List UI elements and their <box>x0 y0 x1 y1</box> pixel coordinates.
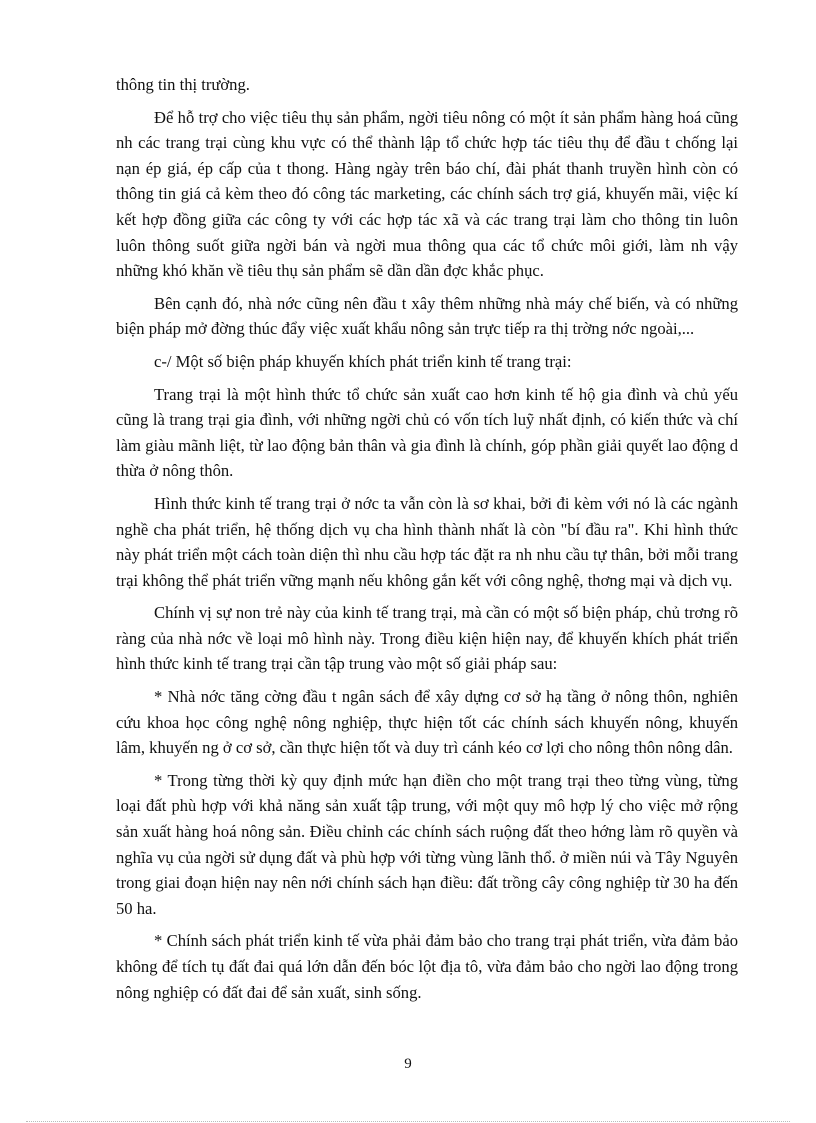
paragraph-farm-definition: Trang trại là một hình thức tổ chức sản xuất cao hơn kinh tế hộ gia đình và chủ yếu cũng là trang trại gia đình, với những ngời chủ có vốn tích luỹ nhất định, có kiến thức và chí làm giàu mãnh liệt, từ lao động bản thân và gia đình là chính, góp phần giải quyết lao động d thừa ở nông thôn. <box>116 384 738 481</box>
bullet-development-policy: * Chính sách phát triển kinh tế vừa phải đảm bảo cho trang trại phát triển, vừa đảm bảo không để tích tụ đất đai quá lớn dẫn đến bóc lột địa tô, vừa đảm bảo cho ngời lao động trong nông nghiệp có đất đai để sản xuất, sinh sống. <box>116 931 738 1002</box>
page-bottom-divider <box>26 1121 790 1122</box>
bullet-land-limits: * Trong từng thời kỳ quy định mức hạn điền cho một trang trại theo từng vùng, từng loại đất phù hợp với khả năng sản xuất tập trung, với một quy mô hợp lý cho việc mở rộng sản xuất hàng hoá nông sản. Điều chỉnh các chính sách ruộng đất theo hớng làm rõ quyền và nghĩa vụ của ngời sử dụng đất và phù hợp với từng vùng lãnh thổ. ở miền núi và Tây Nguyên trong giai đoạn hiện nay nên nới chính sách hạn điều: đất trồng cây công nghiệp từ 30 ha đến 50 ha. <box>116 770 738 918</box>
paragraph-state-investment: Bên cạnh đó, nhà nớc cũng nên đầu t xây thêm những nhà máy chế biến, và có những biện pháp mở đờng thúc đẩy việc xuất khẩu nông sản trực tiếp ra thị trờng nớc ngoài,... <box>116 293 738 339</box>
paragraph-product-consumption: Để hỗ trợ cho việc tiêu thụ sản phẩm, ngời tiêu nông có một ít sản phẩm hàng hoá cũng nh các trang trại cùng khu vực có thể thành lập tổ chức hợp tác tiêu thụ để đầu t chống lại nạn ép giá, ép cấp của t thong. Hàng ngày trên báo chí, đài phát thanh truyền hình còn có thông tin giá cả kèm theo đó công tác marketing, các chính sách trợ giá, khuyến mãi, việc kí kết hợp đồng giữa các công ty với các hợp tác xã và các trang trại làm cho thông tin luôn luôn thông suốt giữa ngời bán và ngời mua thông qua các tổ chức môi giới, làm nh vậy những khó khăn về tiêu thụ sản phẩm sẽ dần dần đợc khắc phục. <box>116 107 738 281</box>
paragraph-continuation: thông tin thị trường. <box>116 75 250 94</box>
paragraph-farm-early-stage: Hình thức kinh tế trang trại ở nớc ta vẫn còn là sơ khai, bởi đi kèm với nó là các ngành nghề cha phát triển, hệ thống dịch vụ cha hình thành nhất là còn "bí đầu ra". Khi hình thức này phát triển một cách toàn diện thì nhu cầu hợp tác đặt ra nh nhu cầu tự thân, bởi mỗi trang trại không thể phát triển vững mạnh nếu không gắn kết với công nghệ, thơng mại và dịch vụ. <box>116 493 738 590</box>
section-heading-measures: c-/ Một số biện pháp khuyến khích phát triển kinh tế trang trại: <box>154 351 572 371</box>
page-number: 9 <box>404 1056 412 1072</box>
bullet-state-budget: * Nhà nớc tăng cờng đầu t ngân sách để xây dựng cơ sở hạ tầng ở nông thôn, nghiên cứu khoa học công nghệ nông nghiệp, thực hiện tốt các chính sách khuyến nông, khuyến lâm, khuyến ng ở cơ sở, cần thực hiện tốt và duy trì cánh kéo cơ lợi cho nông thôn nông dân. <box>116 687 738 758</box>
page-body <box>116 72 738 1012</box>
paragraph-policy-needs: Chính vị sự non trẻ này của kinh tế trang trại, mà cần có một số biện pháp, chủ trơng rõ ràng của nhà nớc về loại mô hình này. Trong điều kiện hiện nay, để khuyến khích phát triển hình thức kinh tế trang trại cần tập trung vào một số giải pháp sau: <box>116 603 738 674</box>
